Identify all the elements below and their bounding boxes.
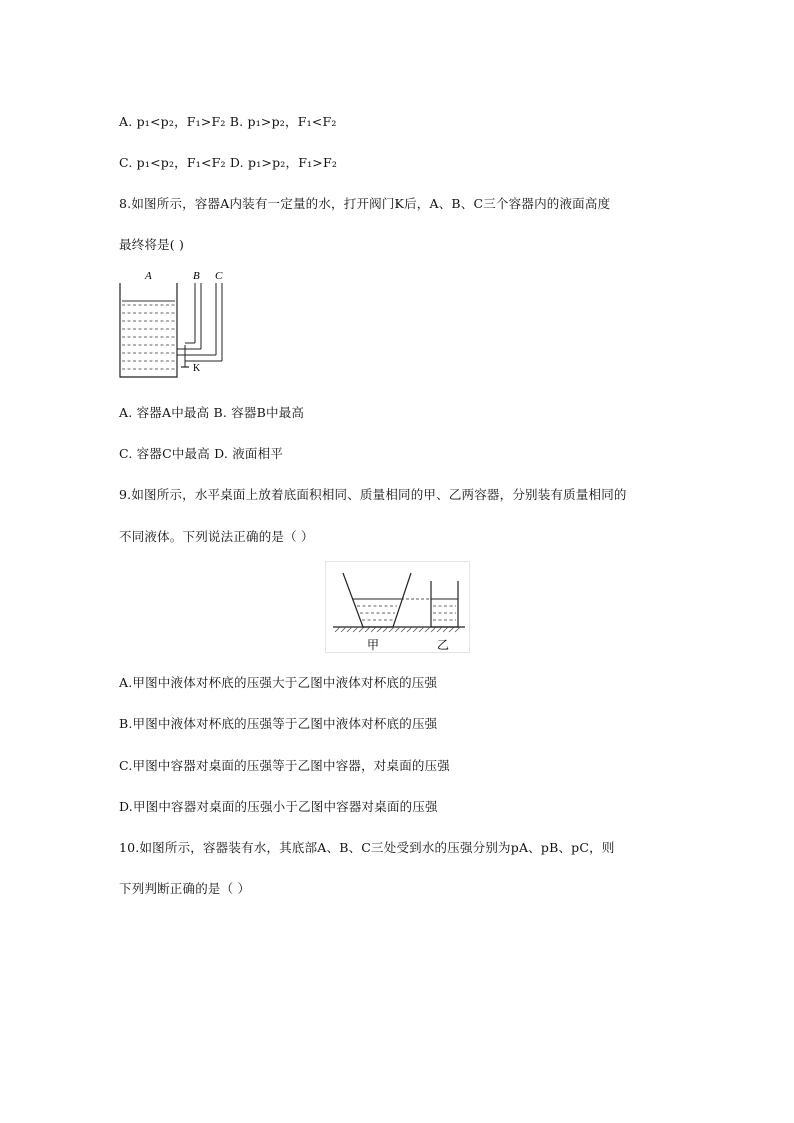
q10-stem-line1: 10.如图所示，容器装有水，其底部A、B、C三处受到水的压强分别为pA、pB、pC，则 xyxy=(119,840,615,855)
q9-option-b: B.甲图中液体对杯底的压强等于乙图中液体对杯底的压强 xyxy=(119,716,438,731)
q7-options-cd: C. p₁<p₂，F₁<F₂ D. p₁>p₂，F₁>F₂ xyxy=(119,155,338,170)
q10-stem-line2: 下列判断正确的是（ ） xyxy=(119,881,251,896)
q8-figure-label-k: K xyxy=(193,363,201,374)
q9-option-a: A.甲图中液体对杯底的压强大于乙图中液体对杯底的压强 xyxy=(119,675,438,690)
q8-options-cd: C. 容器C中最高 D. 液面相平 xyxy=(119,446,284,461)
q7-options-ab: A. p₁<p₂，F₁>F₂ B. p₁>p₂，F₁<F₂ xyxy=(119,114,337,129)
q8-figure-label-b: B xyxy=(193,270,200,282)
q8-stem-line2: 最终将是( ) xyxy=(119,237,185,252)
q9-stem-line2: 不同液体。下列说法正确的是（ ） xyxy=(119,529,314,544)
q9-stem-line1: 9.如图所示，水平桌面上放着底面积相同、质量相同的甲、乙两容器，分别装有质量相同的 xyxy=(119,487,627,502)
q8-stem-line1: 8.如图所示，容器A内装有一定量的水，打开阀门K后，A、B、C三个容器内的液面高度 xyxy=(119,196,611,211)
q8-figure-connected-containers xyxy=(115,265,240,385)
q9-figure-label-jia: 甲 xyxy=(367,638,380,652)
q8-figure-label-c: C xyxy=(215,270,223,282)
q9-option-c: C.甲图中容器对桌面的压强等于乙图中容器，对桌面的压强 xyxy=(119,758,450,773)
q9-figure-two-containers xyxy=(325,561,470,653)
q9-option-d: D.甲图中容器对桌面的压强小于乙图中容器对桌面的压强 xyxy=(119,799,438,814)
q8-figure-label-a: A xyxy=(145,270,152,282)
q8-options-ab: A. 容器A中最高 B. 容器B中最高 xyxy=(119,405,305,420)
q9-figure-label-yi: 乙 xyxy=(437,638,450,652)
